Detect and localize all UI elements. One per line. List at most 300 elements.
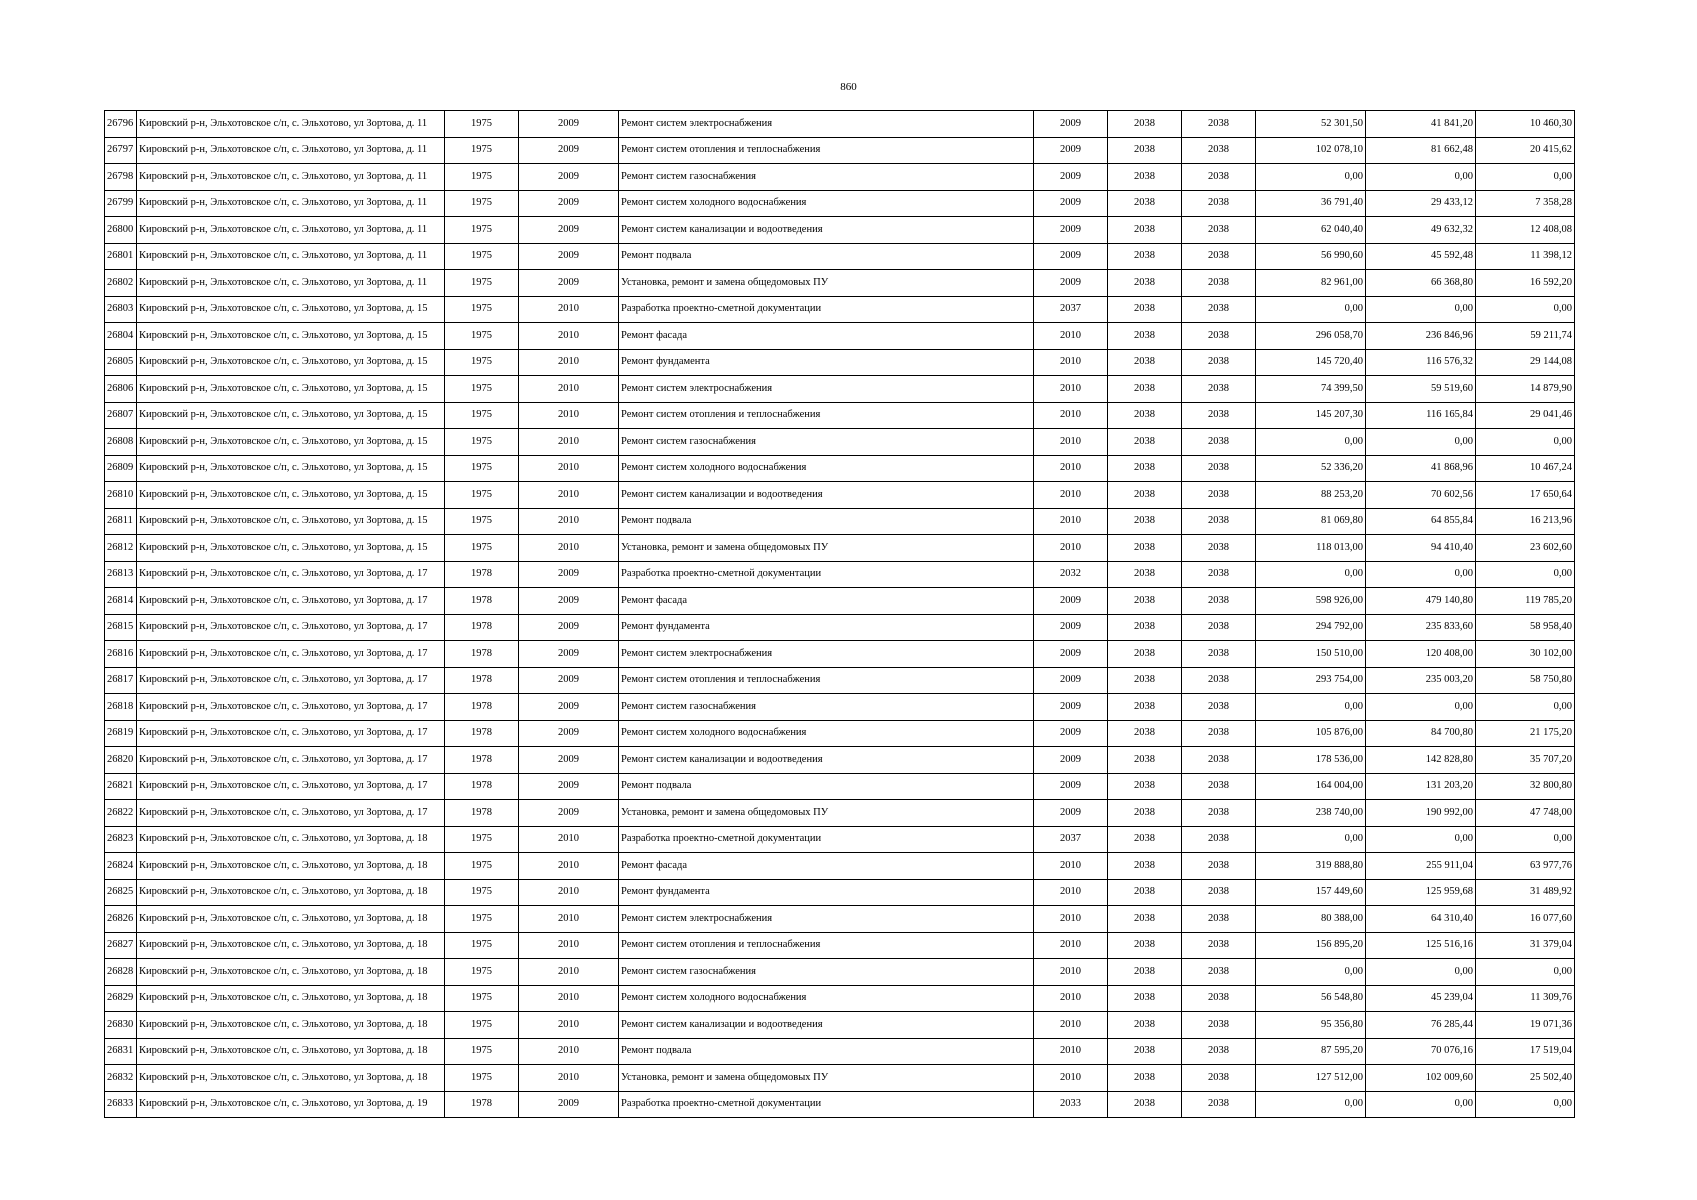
period-end-cell: 2038 (1182, 429, 1256, 456)
owners-share-cell: 0,00 (1476, 826, 1575, 853)
year-built-cell: 1975 (445, 296, 519, 323)
address-cell: Кировский р-н, Эльхотовское с/п, с. Эльхотово, ул Зортова, д. 15 (137, 535, 445, 562)
year-built-cell: 1975 (445, 190, 519, 217)
year-built-cell: 1978 (445, 800, 519, 827)
work-type-cell: Ремонт систем отопления и теплоснабжения (619, 667, 1034, 694)
work-type-cell: Ремонт систем электроснабжения (619, 376, 1034, 403)
fund-share-cell: 41 868,96 (1366, 455, 1476, 482)
owners-share-cell: 47 748,00 (1476, 800, 1575, 827)
row-number-cell: 26815 (105, 614, 137, 641)
year-built-cell: 1975 (445, 508, 519, 535)
total-cost-cell: 81 069,80 (1256, 508, 1366, 535)
year-built-cell: 1975 (445, 853, 519, 880)
period-end-cell: 2038 (1182, 164, 1256, 191)
owners-share-cell: 16 077,60 (1476, 906, 1575, 933)
year-built-cell: 1975 (445, 323, 519, 350)
owners-share-cell: 19 071,36 (1476, 1012, 1575, 1039)
table-row (105, 323, 1575, 350)
owners-share-cell: 16 213,96 (1476, 508, 1575, 535)
owners-share-cell: 29 144,08 (1476, 349, 1575, 376)
address-cell: Кировский р-н, Эльхотовское с/п, с. Эльхотово, ул Зортова, д. 18 (137, 959, 445, 986)
period-start-cell: 2038 (1108, 667, 1182, 694)
work-type-cell: Ремонт систем электроснабжения (619, 906, 1034, 933)
total-cost-cell: 0,00 (1256, 1091, 1366, 1118)
table-row (105, 853, 1575, 880)
table-row (105, 959, 1575, 986)
year-built-cell: 1975 (445, 243, 519, 270)
row-number-cell: 26802 (105, 270, 137, 297)
last-repair-year-cell: 2009 (519, 111, 619, 138)
fund-share-cell: 479 140,80 (1366, 588, 1476, 615)
period-end-cell: 2038 (1182, 561, 1256, 588)
period-end-cell: 2038 (1182, 1012, 1256, 1039)
last-repair-year-cell: 2009 (519, 561, 619, 588)
planned-year-cell: 2037 (1034, 826, 1108, 853)
address-cell: Кировский р-н, Эльхотовское с/п, с. Эльхотово, ул Зортова, д. 17 (137, 614, 445, 641)
last-repair-year-cell: 2009 (519, 720, 619, 747)
owners-share-cell: 14 879,90 (1476, 376, 1575, 403)
address-cell: Кировский р-н, Эльхотовское с/п, с. Эльхотово, ул Зортова, д. 15 (137, 482, 445, 509)
period-end-cell: 2038 (1182, 694, 1256, 721)
year-built-cell: 1978 (445, 614, 519, 641)
work-type-cell: Разработка проектно-сметной документации (619, 296, 1034, 323)
total-cost-cell: 102 078,10 (1256, 137, 1366, 164)
planned-year-cell: 2010 (1034, 932, 1108, 959)
period-end-cell: 2038 (1182, 879, 1256, 906)
period-start-cell: 2038 (1108, 323, 1182, 350)
fund-share-cell: 45 592,48 (1366, 243, 1476, 270)
owners-share-cell: 11 398,12 (1476, 243, 1575, 270)
period-end-cell: 2038 (1182, 747, 1256, 774)
table-row (105, 376, 1575, 403)
period-start-cell: 2038 (1108, 773, 1182, 800)
owners-share-cell: 0,00 (1476, 1091, 1575, 1118)
planned-year-cell: 2010 (1034, 853, 1108, 880)
total-cost-cell: 164 004,00 (1256, 773, 1366, 800)
planned-year-cell: 2010 (1034, 985, 1108, 1012)
fund-share-cell: 59 519,60 (1366, 376, 1476, 403)
address-cell: Кировский р-н, Эльхотовское с/п, с. Эльхотово, ул Зортова, д. 18 (137, 826, 445, 853)
year-built-cell: 1975 (445, 932, 519, 959)
last-repair-year-cell: 2009 (519, 270, 619, 297)
owners-share-cell: 25 502,40 (1476, 1065, 1575, 1092)
period-end-cell: 2038 (1182, 111, 1256, 138)
planned-year-cell: 2033 (1034, 1091, 1108, 1118)
total-cost-cell: 62 040,40 (1256, 217, 1366, 244)
planned-year-cell: 2009 (1034, 270, 1108, 297)
period-end-cell: 2038 (1182, 137, 1256, 164)
address-cell: Кировский р-н, Эльхотовское с/п, с. Эльхотово, ул Зортова, д. 18 (137, 853, 445, 880)
planned-year-cell: 2010 (1034, 959, 1108, 986)
planned-year-cell: 2010 (1034, 1065, 1108, 1092)
owners-share-cell: 35 707,20 (1476, 747, 1575, 774)
owners-share-cell: 10 467,24 (1476, 455, 1575, 482)
planned-year-cell: 2009 (1034, 800, 1108, 827)
row-number-cell: 26808 (105, 429, 137, 456)
planned-year-cell: 2010 (1034, 1038, 1108, 1065)
address-cell: Кировский р-н, Эльхотовское с/п, с. Эльхотово, ул Зортова, д. 17 (137, 641, 445, 668)
address-cell: Кировский р-н, Эльхотовское с/п, с. Эльхотово, ул Зортова, д. 17 (137, 773, 445, 800)
total-cost-cell: 52 336,20 (1256, 455, 1366, 482)
last-repair-year-cell: 2010 (519, 985, 619, 1012)
work-type-cell: Ремонт систем холодного водоснабжения (619, 190, 1034, 217)
period-start-cell: 2038 (1108, 535, 1182, 562)
work-type-cell: Установка, ремонт и замена общедомовых ПУ (619, 1065, 1034, 1092)
owners-share-cell: 0,00 (1476, 164, 1575, 191)
work-type-cell: Ремонт систем отопления и теплоснабжения (619, 402, 1034, 429)
table-row (105, 561, 1575, 588)
table-row (105, 1012, 1575, 1039)
period-end-cell: 2038 (1182, 1065, 1256, 1092)
work-type-cell: Установка, ремонт и замена общедомовых ПУ (619, 270, 1034, 297)
year-built-cell: 1975 (445, 137, 519, 164)
last-repair-year-cell: 2010 (519, 535, 619, 562)
period-end-cell: 2038 (1182, 826, 1256, 853)
year-built-cell: 1975 (445, 402, 519, 429)
fund-share-cell: 70 076,16 (1366, 1038, 1476, 1065)
table-row (105, 641, 1575, 668)
total-cost-cell: 87 595,20 (1256, 1038, 1366, 1065)
year-built-cell: 1975 (445, 111, 519, 138)
total-cost-cell: 105 876,00 (1256, 720, 1366, 747)
fund-share-cell: 255 911,04 (1366, 853, 1476, 880)
last-repair-year-cell: 2009 (519, 773, 619, 800)
planned-year-cell: 2009 (1034, 190, 1108, 217)
work-type-cell: Ремонт подвала (619, 773, 1034, 800)
year-built-cell: 1978 (445, 588, 519, 615)
row-number-cell: 26824 (105, 853, 137, 880)
row-number-cell: 26822 (105, 800, 137, 827)
table-row (105, 985, 1575, 1012)
total-cost-cell: 319 888,80 (1256, 853, 1366, 880)
address-cell: Кировский р-н, Эльхотовское с/п, с. Эльхотово, ул Зортова, д. 17 (137, 667, 445, 694)
period-end-cell: 2038 (1182, 773, 1256, 800)
period-start-cell: 2038 (1108, 1065, 1182, 1092)
year-built-cell: 1975 (445, 455, 519, 482)
period-end-cell: 2038 (1182, 853, 1256, 880)
period-start-cell: 2038 (1108, 402, 1182, 429)
year-built-cell: 1975 (445, 985, 519, 1012)
row-number-cell: 26814 (105, 588, 137, 615)
planned-year-cell: 2010 (1034, 535, 1108, 562)
row-number-cell: 26823 (105, 826, 137, 853)
period-start-cell: 2038 (1108, 1091, 1182, 1118)
total-cost-cell: 0,00 (1256, 959, 1366, 986)
period-end-cell: 2038 (1182, 402, 1256, 429)
period-start-cell: 2038 (1108, 1012, 1182, 1039)
address-cell: Кировский р-н, Эльхотовское с/п, с. Эльхотово, ул Зортова, д. 15 (137, 323, 445, 350)
owners-share-cell: 29 041,46 (1476, 402, 1575, 429)
last-repair-year-cell: 2009 (519, 1091, 619, 1118)
table-row (105, 800, 1575, 827)
table-row (105, 402, 1575, 429)
fund-share-cell: 66 368,80 (1366, 270, 1476, 297)
last-repair-year-cell: 2010 (519, 429, 619, 456)
period-start-cell: 2038 (1108, 243, 1182, 270)
year-built-cell: 1975 (445, 270, 519, 297)
owners-share-cell: 58 750,80 (1476, 667, 1575, 694)
owners-share-cell: 119 785,20 (1476, 588, 1575, 615)
fund-share-cell: 29 433,12 (1366, 190, 1476, 217)
total-cost-cell: 150 510,00 (1256, 641, 1366, 668)
last-repair-year-cell: 2009 (519, 243, 619, 270)
year-built-cell: 1975 (445, 482, 519, 509)
row-number-cell: 26807 (105, 402, 137, 429)
address-cell: Кировский р-н, Эльхотовское с/п, с. Эльхотово, ул Зортова, д. 17 (137, 588, 445, 615)
work-type-cell: Ремонт фасада (619, 588, 1034, 615)
owners-share-cell: 10 460,30 (1476, 111, 1575, 138)
last-repair-year-cell: 2009 (519, 747, 619, 774)
address-cell: Кировский р-н, Эльхотовское с/п, с. Эльхотово, ул Зортова, д. 11 (137, 111, 445, 138)
period-start-cell: 2038 (1108, 349, 1182, 376)
total-cost-cell: 178 536,00 (1256, 747, 1366, 774)
period-end-cell: 2038 (1182, 906, 1256, 933)
total-cost-cell: 296 058,70 (1256, 323, 1366, 350)
row-number-cell: 26832 (105, 1065, 137, 1092)
owners-share-cell: 0,00 (1476, 296, 1575, 323)
table-row (105, 190, 1575, 217)
planned-year-cell: 2037 (1034, 296, 1108, 323)
row-number-cell: 26804 (105, 323, 137, 350)
period-start-cell: 2038 (1108, 455, 1182, 482)
work-type-cell: Ремонт систем канализации и водоотведения (619, 482, 1034, 509)
row-number-cell: 26817 (105, 667, 137, 694)
last-repair-year-cell: 2010 (519, 853, 619, 880)
year-built-cell: 1975 (445, 164, 519, 191)
owners-share-cell: 63 977,76 (1476, 853, 1575, 880)
planned-year-cell: 2010 (1034, 455, 1108, 482)
year-built-cell: 1978 (445, 641, 519, 668)
address-cell: Кировский р-н, Эльхотовское с/п, с. Эльхотово, ул Зортова, д. 18 (137, 985, 445, 1012)
total-cost-cell: 74 399,50 (1256, 376, 1366, 403)
table-row (105, 455, 1575, 482)
planned-year-cell: 2009 (1034, 773, 1108, 800)
table-row (105, 296, 1575, 323)
total-cost-cell: 127 512,00 (1256, 1065, 1366, 1092)
address-cell: Кировский р-н, Эльхотовское с/п, с. Эльхотово, ул Зортова, д. 18 (137, 1065, 445, 1092)
last-repair-year-cell: 2010 (519, 1065, 619, 1092)
planned-year-cell: 2010 (1034, 402, 1108, 429)
address-cell: Кировский р-н, Эльхотовское с/п, с. Эльхотово, ул Зортова, д. 17 (137, 561, 445, 588)
owners-share-cell: 0,00 (1476, 429, 1575, 456)
last-repair-year-cell: 2009 (519, 641, 619, 668)
period-start-cell: 2038 (1108, 853, 1182, 880)
last-repair-year-cell: 2010 (519, 932, 619, 959)
period-start-cell: 2038 (1108, 826, 1182, 853)
address-cell: Кировский р-н, Эльхотовское с/п, с. Эльхотово, ул Зортова, д. 11 (137, 190, 445, 217)
table-row (105, 429, 1575, 456)
planned-year-cell: 2009 (1034, 720, 1108, 747)
row-number-cell: 26799 (105, 190, 137, 217)
year-built-cell: 1975 (445, 217, 519, 244)
total-cost-cell: 0,00 (1256, 694, 1366, 721)
owners-share-cell: 31 379,04 (1476, 932, 1575, 959)
fund-share-cell: 116 576,32 (1366, 349, 1476, 376)
table-row (105, 720, 1575, 747)
work-type-cell: Ремонт фасада (619, 323, 1034, 350)
total-cost-cell: 145 207,30 (1256, 402, 1366, 429)
period-start-cell: 2038 (1108, 561, 1182, 588)
total-cost-cell: 294 792,00 (1256, 614, 1366, 641)
last-repair-year-cell: 2009 (519, 588, 619, 615)
year-built-cell: 1978 (445, 667, 519, 694)
period-start-cell: 2038 (1108, 217, 1182, 244)
address-cell: Кировский р-н, Эльхотовское с/п, с. Эльхотово, ул Зортова, д. 17 (137, 694, 445, 721)
work-type-cell: Ремонт фундамента (619, 614, 1034, 641)
period-start-cell: 2038 (1108, 959, 1182, 986)
year-built-cell: 1978 (445, 1091, 519, 1118)
address-cell: Кировский р-н, Эльхотовское с/п, с. Эльхотово, ул Зортова, д. 15 (137, 455, 445, 482)
period-end-cell: 2038 (1182, 985, 1256, 1012)
year-built-cell: 1975 (445, 1038, 519, 1065)
table-row (105, 164, 1575, 191)
table-row (105, 694, 1575, 721)
fund-share-cell: 70 602,56 (1366, 482, 1476, 509)
last-repair-year-cell: 2010 (519, 349, 619, 376)
total-cost-cell: 80 388,00 (1256, 906, 1366, 933)
total-cost-cell: 0,00 (1256, 296, 1366, 323)
row-number-cell: 26810 (105, 482, 137, 509)
owners-share-cell: 16 592,20 (1476, 270, 1575, 297)
planned-year-cell: 2009 (1034, 588, 1108, 615)
work-type-cell: Ремонт фундамента (619, 349, 1034, 376)
work-type-cell: Ремонт систем отопления и теплоснабжения (619, 137, 1034, 164)
period-end-cell: 2038 (1182, 588, 1256, 615)
row-number-cell: 26816 (105, 641, 137, 668)
row-number-cell: 26828 (105, 959, 137, 986)
fund-share-cell: 131 203,20 (1366, 773, 1476, 800)
table-row (105, 1065, 1575, 1092)
total-cost-cell: 156 895,20 (1256, 932, 1366, 959)
period-end-cell: 2038 (1182, 482, 1256, 509)
row-number-cell: 26830 (105, 1012, 137, 1039)
address-cell: Кировский р-н, Эльхотовское с/п, с. Эльхотово, ул Зортова, д. 19 (137, 1091, 445, 1118)
fund-share-cell: 142 828,80 (1366, 747, 1476, 774)
address-cell: Кировский р-н, Эльхотовское с/п, с. Эльхотово, ул Зортова, д. 11 (137, 164, 445, 191)
owners-share-cell: 0,00 (1476, 694, 1575, 721)
address-cell: Кировский р-н, Эльхотовское с/п, с. Эльхотово, ул Зортова, д. 11 (137, 243, 445, 270)
year-built-cell: 1975 (445, 376, 519, 403)
year-built-cell: 1975 (445, 959, 519, 986)
owners-share-cell: 20 415,62 (1476, 137, 1575, 164)
page-number: 860 (840, 81, 857, 93)
period-start-cell: 2038 (1108, 720, 1182, 747)
work-type-cell: Разработка проектно-сметной документации (619, 1091, 1034, 1118)
work-type-cell: Ремонт систем газоснабжения (619, 694, 1034, 721)
period-end-cell: 2038 (1182, 800, 1256, 827)
address-cell: Кировский р-н, Эльхотовское с/п, с. Эльхотово, ул Зортова, д. 11 (137, 217, 445, 244)
owners-share-cell: 30 102,00 (1476, 641, 1575, 668)
year-built-cell: 1975 (445, 535, 519, 562)
fund-share-cell: 0,00 (1366, 164, 1476, 191)
year-built-cell: 1975 (445, 906, 519, 933)
year-built-cell: 1978 (445, 720, 519, 747)
fund-share-cell: 125 959,68 (1366, 879, 1476, 906)
row-number-cell: 26827 (105, 932, 137, 959)
planned-year-cell: 2009 (1034, 164, 1108, 191)
owners-share-cell: 7 358,28 (1476, 190, 1575, 217)
repair-program-table (104, 110, 1575, 1118)
year-built-cell: 1978 (445, 561, 519, 588)
fund-share-cell: 94 410,40 (1366, 535, 1476, 562)
period-start-cell: 2038 (1108, 932, 1182, 959)
period-end-cell: 2038 (1182, 1091, 1256, 1118)
last-repair-year-cell: 2010 (519, 296, 619, 323)
address-cell: Кировский р-н, Эльхотовское с/п, с. Эльхотово, ул Зортова, д. 18 (137, 1038, 445, 1065)
work-type-cell: Разработка проектно-сметной документации (619, 826, 1034, 853)
address-cell: Кировский р-н, Эльхотовское с/п, с. Эльхотово, ул Зортова, д. 11 (137, 270, 445, 297)
period-end-cell: 2038 (1182, 959, 1256, 986)
year-built-cell: 1978 (445, 694, 519, 721)
last-repair-year-cell: 2010 (519, 508, 619, 535)
last-repair-year-cell: 2010 (519, 1012, 619, 1039)
total-cost-cell: 82 961,00 (1256, 270, 1366, 297)
planned-year-cell: 2009 (1034, 641, 1108, 668)
row-number-cell: 26825 (105, 879, 137, 906)
period-end-cell: 2038 (1182, 614, 1256, 641)
table-row (105, 111, 1575, 138)
address-cell: Кировский р-н, Эльхотовское с/п, с. Эльхотово, ул Зортова, д. 18 (137, 906, 445, 933)
fund-share-cell: 116 165,84 (1366, 402, 1476, 429)
table-row (105, 137, 1575, 164)
period-end-cell: 2038 (1182, 720, 1256, 747)
row-number-cell: 26818 (105, 694, 137, 721)
owners-share-cell: 59 211,74 (1476, 323, 1575, 350)
year-built-cell: 1975 (445, 349, 519, 376)
period-start-cell: 2038 (1108, 296, 1182, 323)
table-row (105, 773, 1575, 800)
last-repair-year-cell: 2010 (519, 879, 619, 906)
total-cost-cell: 238 740,00 (1256, 800, 1366, 827)
last-repair-year-cell: 2009 (519, 137, 619, 164)
work-type-cell: Ремонт подвала (619, 243, 1034, 270)
last-repair-year-cell: 2009 (519, 614, 619, 641)
period-end-cell: 2038 (1182, 535, 1256, 562)
total-cost-cell: 52 301,50 (1256, 111, 1366, 138)
address-cell: Кировский р-н, Эльхотовское с/п, с. Эльхотово, ул Зортова, д. 17 (137, 720, 445, 747)
table-row (105, 508, 1575, 535)
table-row (105, 826, 1575, 853)
last-repair-year-cell: 2009 (519, 164, 619, 191)
planned-year-cell: 2009 (1034, 694, 1108, 721)
fund-share-cell: 76 285,44 (1366, 1012, 1476, 1039)
work-type-cell: Ремонт систем канализации и водоотведения (619, 747, 1034, 774)
row-number-cell: 26809 (105, 455, 137, 482)
fund-share-cell: 190 992,00 (1366, 800, 1476, 827)
work-type-cell: Ремонт систем газоснабжения (619, 959, 1034, 986)
period-end-cell: 2038 (1182, 190, 1256, 217)
planned-year-cell: 2010 (1034, 323, 1108, 350)
period-end-cell: 2038 (1182, 667, 1256, 694)
table-row (105, 243, 1575, 270)
address-cell: Кировский р-н, Эльхотовское с/п, с. Эльхотово, ул Зортова, д. 15 (137, 402, 445, 429)
year-built-cell: 1975 (445, 429, 519, 456)
fund-share-cell: 0,00 (1366, 429, 1476, 456)
planned-year-cell: 2010 (1034, 906, 1108, 933)
planned-year-cell: 2010 (1034, 508, 1108, 535)
period-start-cell: 2038 (1108, 137, 1182, 164)
fund-share-cell: 235 003,20 (1366, 667, 1476, 694)
planned-year-cell: 2009 (1034, 614, 1108, 641)
address-cell: Кировский р-н, Эльхотовское с/п, с. Эльхотово, ул Зортова, д. 15 (137, 349, 445, 376)
row-number-cell: 26820 (105, 747, 137, 774)
owners-share-cell: 58 958,40 (1476, 614, 1575, 641)
table-row (105, 747, 1575, 774)
total-cost-cell: 56 548,80 (1256, 985, 1366, 1012)
row-number-cell: 26829 (105, 985, 137, 1012)
planned-year-cell: 2009 (1034, 243, 1108, 270)
planned-year-cell: 2009 (1034, 111, 1108, 138)
